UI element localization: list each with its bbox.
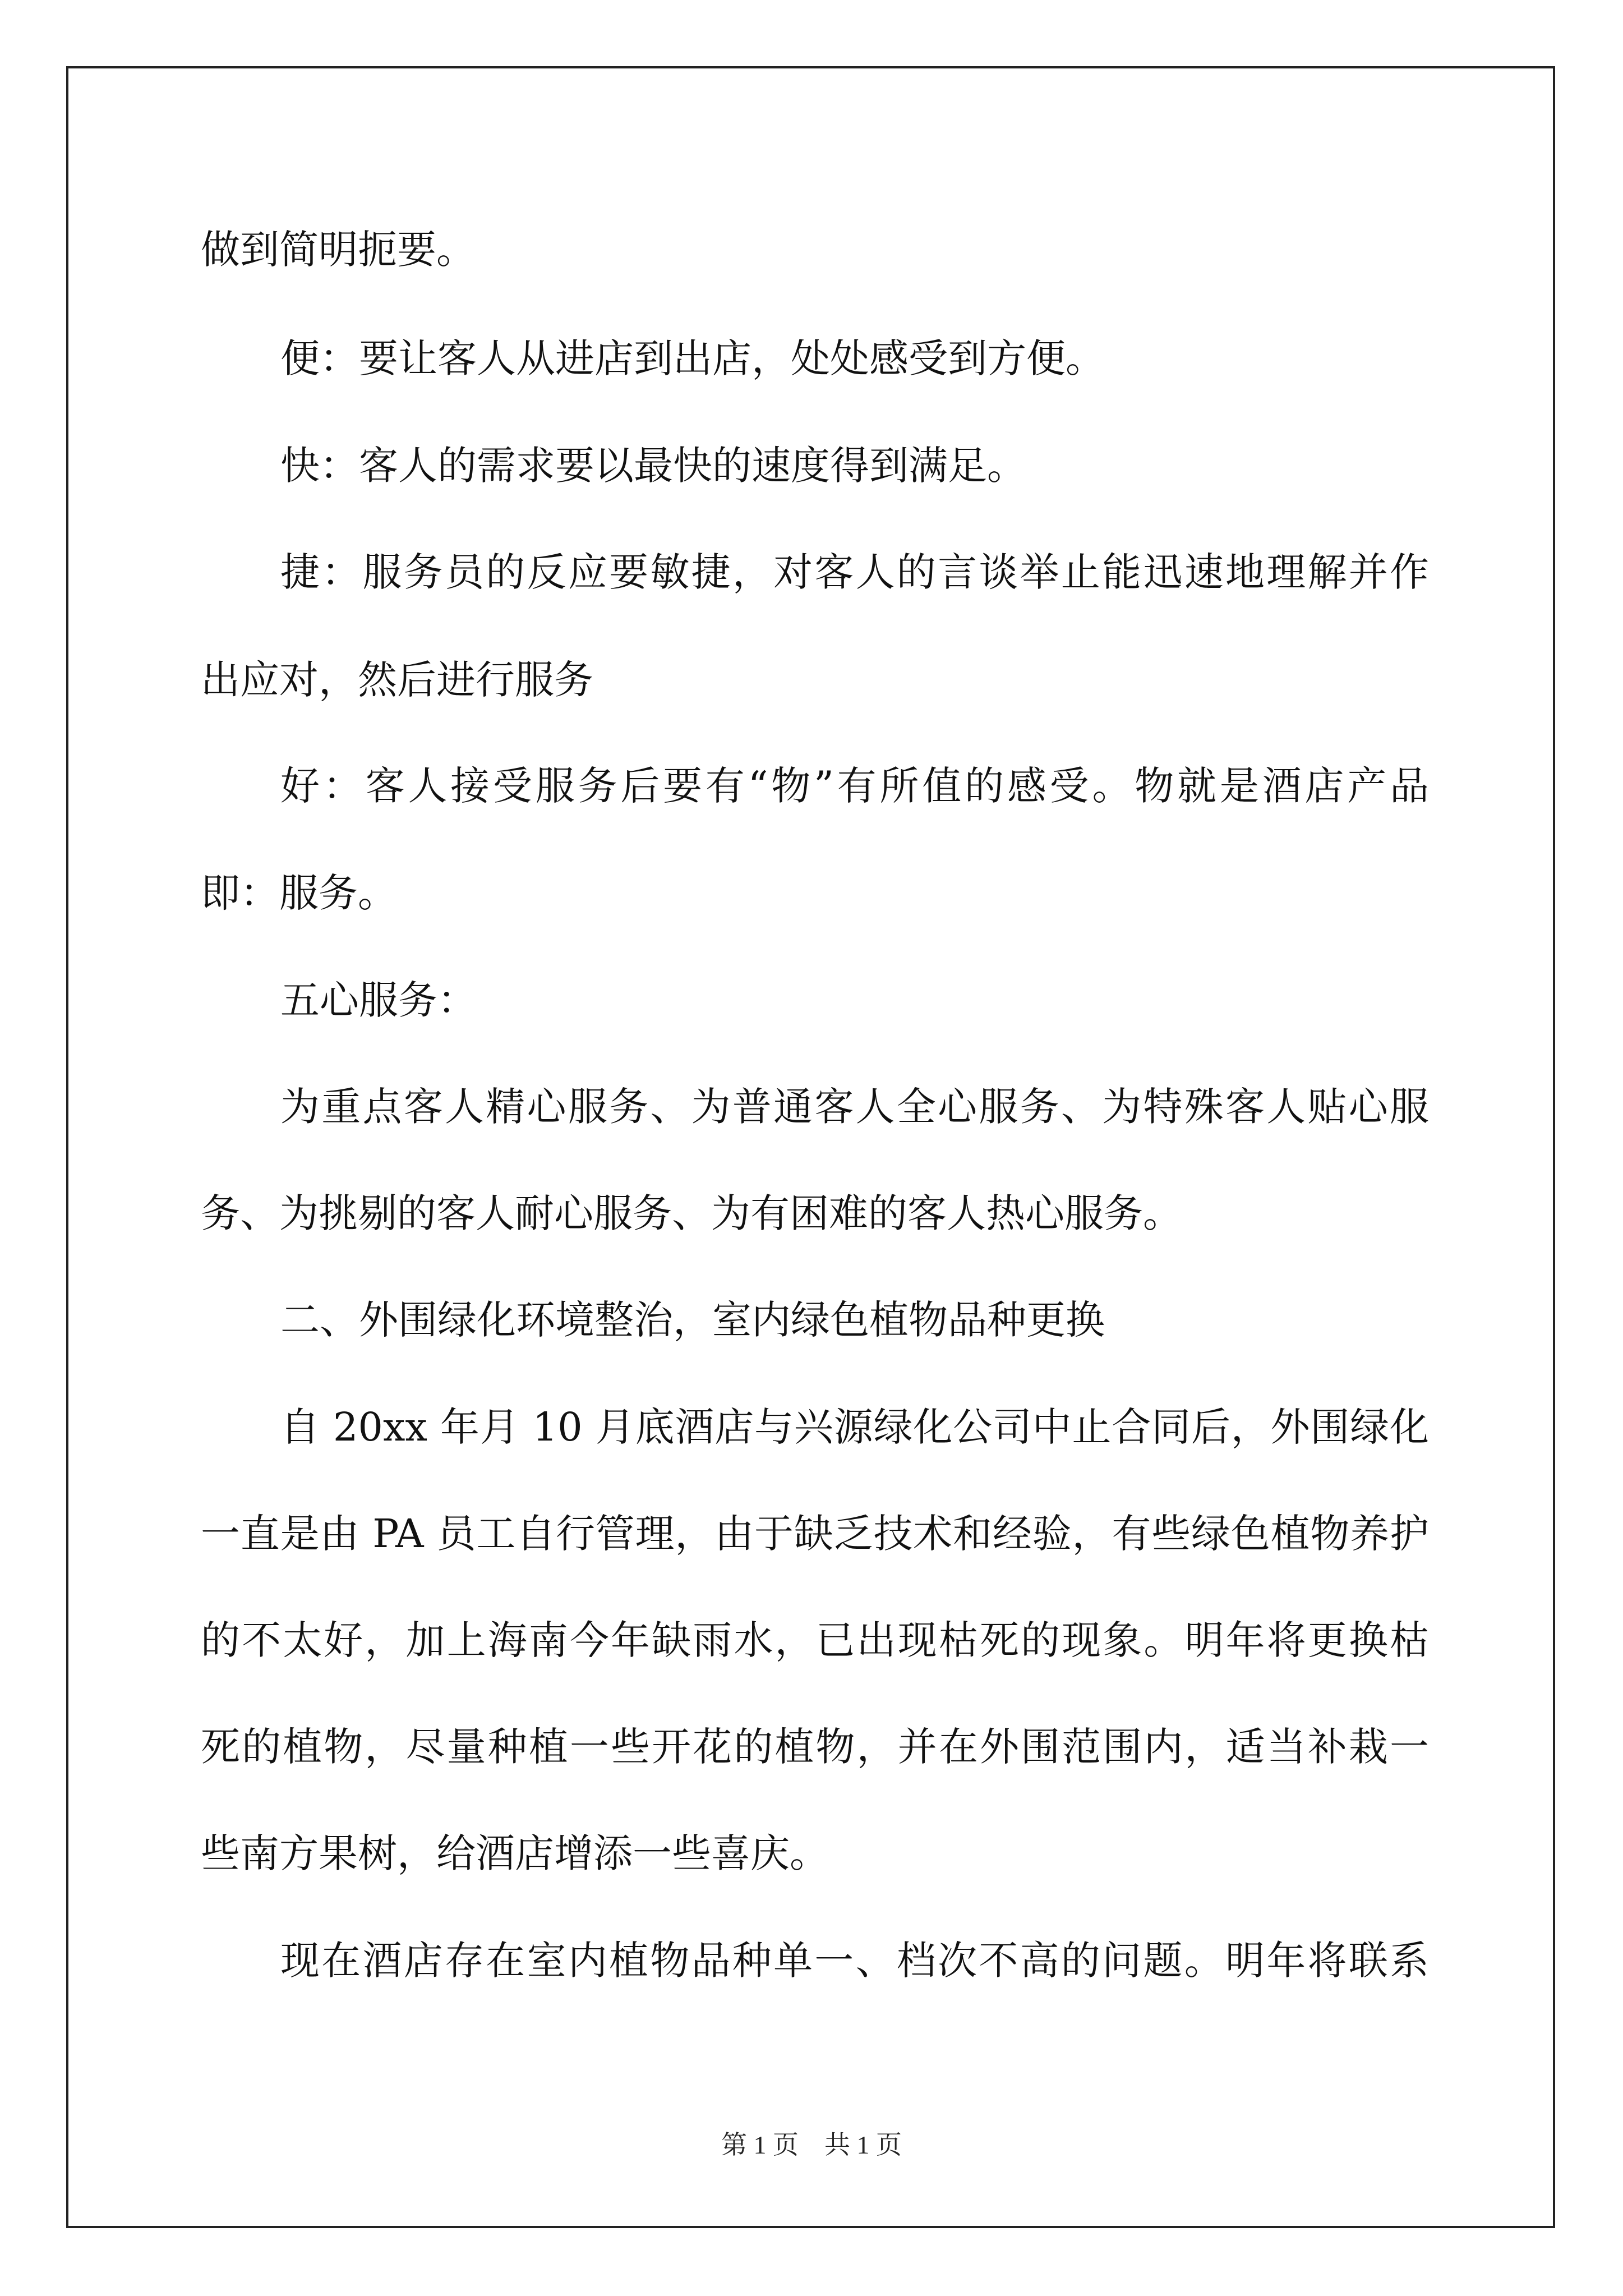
text-line: 务、为挑剔的客人耐心服务、为有困难的客人热心服务。 (201, 1190, 1182, 1236)
text-line: 即：服务。 (201, 870, 397, 916)
text-line: 五心服务： (280, 977, 477, 1023)
text-line: 些南方果树，给酒店增添一些喜庆。 (201, 1830, 829, 1876)
text-line: 做到简明扼要。 (201, 227, 476, 273)
text-line: 为重点客人精心服务、为普通客人全心服务、为特殊客人贴心服 (280, 1084, 1429, 1130)
text-line: 捷：服务员的反应要敏捷，对客人的言谈举止能迅速地理解并作 (280, 549, 1429, 595)
text-line: 死的植物，尽量种植一些开花的植物，并在外围范围内，适当补栽一 (201, 1724, 1429, 1770)
text-line: 的不太好，加上海南今年缺雨水，已出现枯死的现象。明年将更换枯 (201, 1617, 1429, 1663)
text-line: 便：要让客人从进店到出店，处处感受到方便。 (280, 335, 1105, 381)
text-line: 出应对，然后进行服务 (201, 657, 593, 703)
text-line: 自 20xx 年月 10 月底酒店与兴源绿化公司中止合同后，外围绿化 (280, 1404, 1429, 1450)
text-line: 快：客人的需求要以最快的速度得到满足。 (280, 443, 1026, 489)
text-line: 一直是由 PA 员工自行管理，由于缺乏技术和经验，有些绿色植物养护 (201, 1511, 1429, 1557)
page-number: 第 1 页 共 1 页 (721, 2131, 902, 2159)
page-border (66, 66, 1555, 2228)
section-heading: 二、外围绿化环境整治，室内绿色植物品种更换 (280, 1297, 1105, 1343)
text-line: 现在酒店存在室内植物品种单一、档次不高的问题。明年将联系 (280, 1938, 1429, 1984)
text-line: 好：客人接受服务后要有“物”有所值的感受。物就是酒店产品 (280, 763, 1429, 809)
